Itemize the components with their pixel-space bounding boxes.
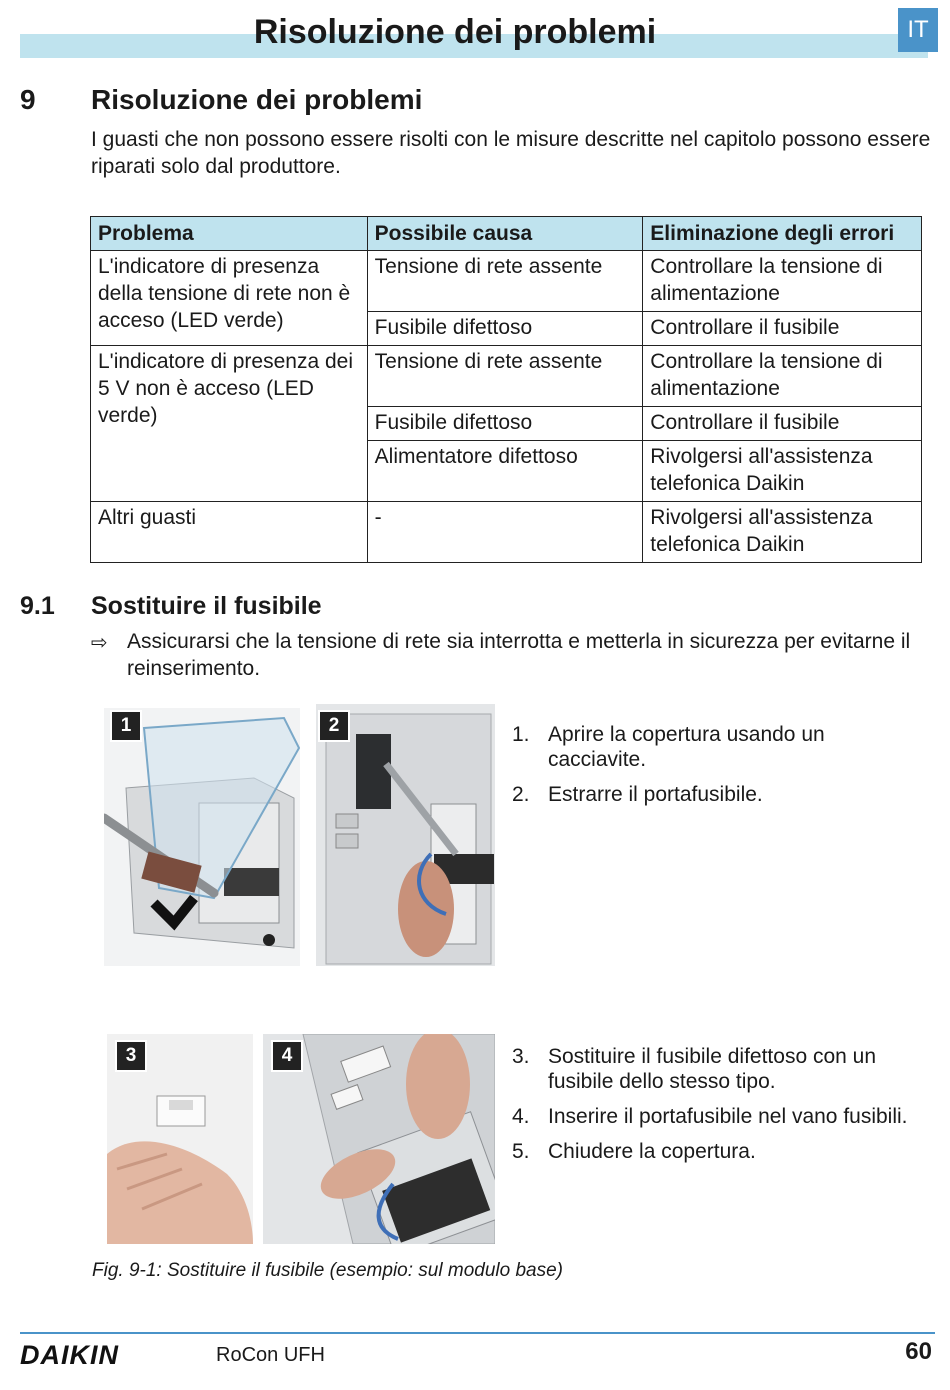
photo-number-badge: 1: [110, 710, 142, 742]
fix-cell: Rivolgersi all'assistenza telefonica Daikin: [643, 441, 922, 502]
photo-remove-fuse-holder: [316, 704, 495, 966]
fix-cell: Controllare il fusibile: [643, 407, 922, 441]
step-text: Sostituire il fusibile difettoso con un fusibile dello stesso tipo.: [548, 1045, 877, 1093]
problem-cell: L'indicatore di presenza dei 5 V non è acceso (LED verde): [91, 346, 368, 502]
figure-caption: Fig. 9-1: Sostituire il fusibile (esempio: sul modulo base): [92, 1260, 563, 1281]
section-number: 9: [20, 84, 36, 115]
step-number: 3.: [512, 1045, 530, 1068]
step-number: 4.: [512, 1105, 530, 1128]
photo-number-badge: 3: [115, 1040, 147, 1072]
photo-insert-fuse-holder: [263, 1034, 495, 1244]
step-text: Chiudere la copertura.: [548, 1140, 756, 1163]
subsection-number: 9.1: [20, 592, 55, 620]
photo-number-badge: 2: [318, 710, 350, 742]
steps-list-b: [512, 1044, 924, 1174]
fix-cell: Controllare il fusibile: [643, 312, 922, 346]
fix-cell: Rivolgersi all'assistenza telefonica Daikin: [643, 502, 922, 563]
photo-open-cover: [104, 708, 300, 966]
list-item: [512, 1044, 924, 1094]
product-name: RoCon UFH: [216, 1344, 325, 1366]
arrow-right-icon: ⇨: [91, 632, 108, 654]
subsection-title: Sostituire il fusibile: [91, 592, 322, 620]
page-header-title: Risoluzione dei problemi: [253, 13, 657, 51]
table-header-row: [91, 217, 922, 251]
list-item: [512, 1139, 924, 1164]
footer-divider: [20, 1332, 935, 1334]
cause-cell: Tensione di rete assente: [367, 251, 643, 312]
column-header-fix: Eliminazione degli errori: [643, 217, 922, 251]
cause-cell: Fusibile difettoso: [367, 312, 643, 346]
list-item: [512, 722, 924, 772]
cause-cell: Tensione di rete assente: [367, 346, 643, 407]
table-row: [91, 251, 922, 312]
step-number: 2.: [512, 783, 530, 806]
photo-fuse-in-hand: [107, 1034, 253, 1244]
problem-cell: L'indicatore di presenza della tensione di rete non è acceso (LED verde): [91, 251, 368, 346]
table-row: [91, 502, 922, 563]
step-number: 1.: [512, 723, 530, 746]
photo-number-badge: 4: [271, 1040, 303, 1072]
step-number: 5.: [512, 1140, 530, 1163]
list-item: [512, 1104, 924, 1129]
problem-cell: Altri guasti: [91, 502, 368, 563]
column-header-cause: Possibile causa: [367, 217, 643, 251]
safety-instruction: Assicurarsi che la tensione di rete sia interrotta e metterla in sicurezza per evitarne il reinserimento.: [127, 630, 911, 680]
section-intro: I guasti che non possono essere risolti con le misure descritte nel capitolo possono essere riparati solo dal produttore.: [91, 128, 931, 178]
column-header-problem: Problema: [91, 217, 368, 251]
section-title: Risoluzione dei problemi: [91, 84, 423, 115]
troubleshooting-table: [90, 216, 922, 563]
step-text: Inserire il portafusibile nel vano fusibili.: [548, 1105, 908, 1128]
steps-list-a: [512, 722, 924, 817]
list-item: [512, 782, 924, 807]
page-number: 60: [905, 1338, 932, 1365]
cause-cell: Fusibile difettoso: [367, 407, 643, 441]
step-text: Aprire la copertura usando un cacciavite.: [548, 723, 825, 771]
daikin-logo: DAIKIN: [20, 1340, 119, 1370]
cause-cell: Alimentatore difettoso: [367, 441, 643, 502]
cause-cell: -: [367, 502, 643, 563]
fix-cell: Controllare la tensione di alimentazione: [643, 346, 922, 407]
fix-cell: Controllare la tensione di alimentazione: [643, 251, 922, 312]
table-row: [91, 346, 922, 407]
language-badge: IT: [898, 8, 938, 52]
step-text: Estrarre il portafusibile.: [548, 783, 763, 806]
